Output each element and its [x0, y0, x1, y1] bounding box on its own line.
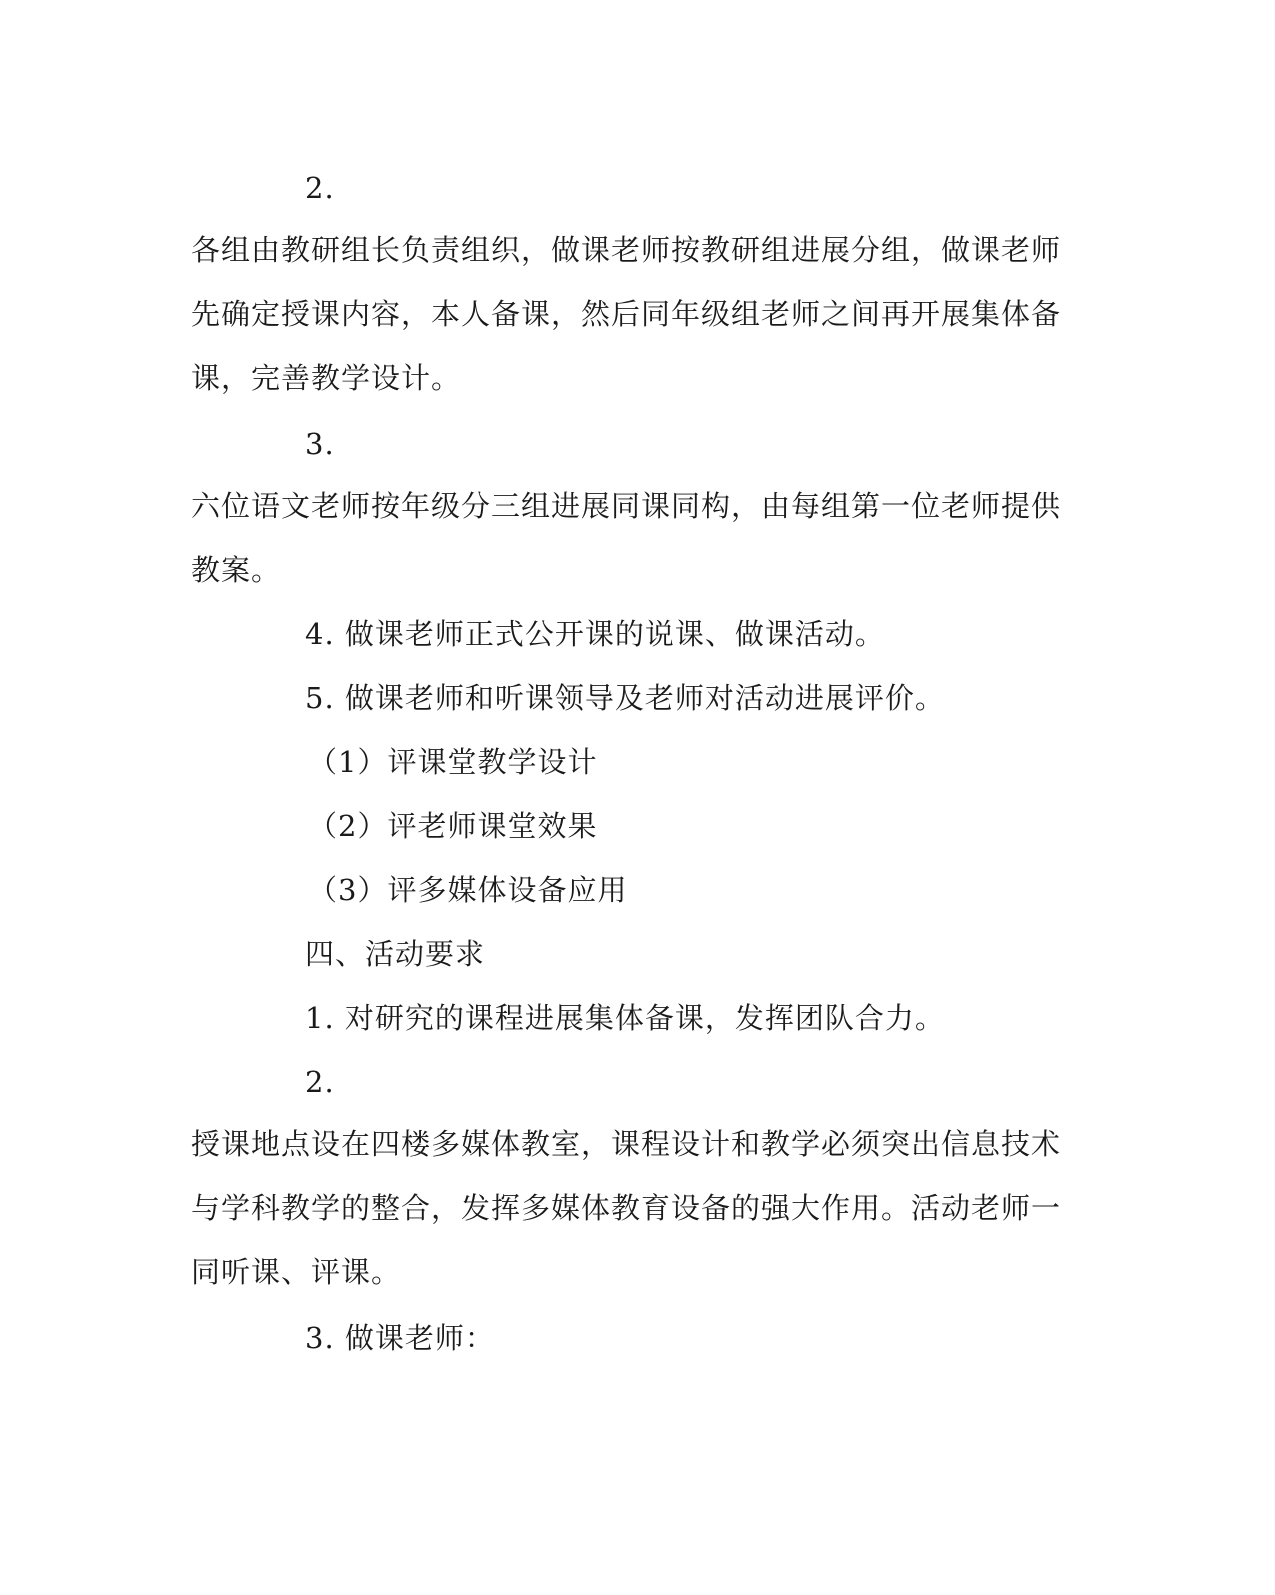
sub-item-2: （2）评老师课堂效果	[308, 809, 598, 843]
sub-item-1: （1）评课堂教学设计	[308, 745, 598, 779]
list-item-4: 4. 做课老师正式公开课的说课、做课活动。	[305, 617, 885, 651]
list-number-2: 2.	[305, 171, 335, 205]
paragraph-classroom-location: 授课地点设在四楼多媒体教室，课程设计和教学必须突出信息技术与学科教学的整合，发挥多媒体教育设备的强大作用。活动老师一同听课、评课。	[191, 1127, 1062, 1289]
requirement-item-1: 1. 对研究的课程进展集体备课，发挥团队合力。	[305, 1001, 945, 1035]
paragraph-lesson-organization: 各组由教研组长负责组织，做课老师按教研组进展分组，做课老师先确定授课内容，本人备课，然后同年级组老师之间再开展集体备课，完善教学设计。	[191, 233, 1062, 395]
list-number-3: 3.	[305, 427, 335, 461]
sub-item-3: （3）评多媒体设备应用	[308, 873, 628, 907]
requirement-number-2: 2.	[305, 1065, 335, 1099]
section-heading-requirements: 四、活动要求	[305, 937, 486, 971]
requirement-item-3: 3. 做课老师：	[305, 1321, 495, 1355]
list-item-5: 5. 做课老师和听课领导及老师对活动进展评价。	[305, 681, 945, 715]
paragraph-chinese-teachers: 六位语文老师按年级分三组进展同课同构，由每组第一位老师提供教案。	[191, 489, 1062, 587]
